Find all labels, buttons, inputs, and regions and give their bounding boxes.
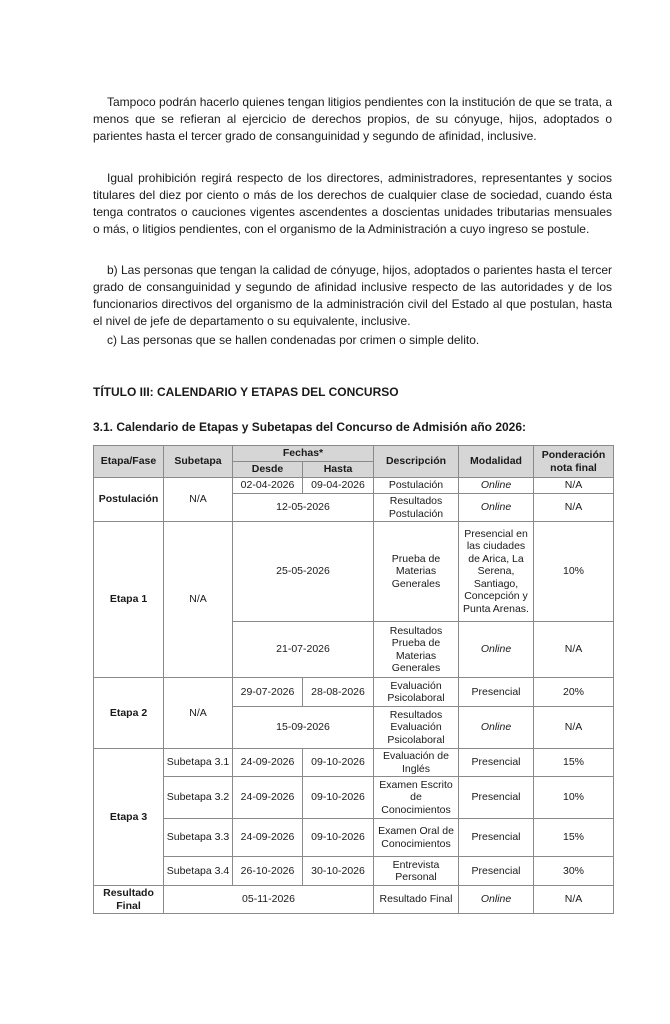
cell-ponderacion: N/A (534, 622, 614, 678)
paragraph-b: b) Las personas que tengan la calidad de cónyuge, hijos, adoptados o parientes hasta el tercer grado de consanguinidad y segundo de afinidad inclusive respecto de las autoridades y de los funcionarios directivos del organismo de la administración civil del Estado al que postulan, hasta el nivel de jefe de departamento o su equivalente, inclusive. (93, 263, 613, 328)
cell-descripcion: Resultados Postulación (374, 494, 459, 522)
cell-fecha: 25-05-2026 (233, 522, 374, 622)
cell-ponderacion: 15% (534, 749, 614, 777)
cell-modalidad: Online (459, 478, 534, 494)
cell-subetapa: Subetapa 3.3 (164, 819, 233, 857)
cell-modalidad: Presencial (459, 678, 534, 707)
cell-descripcion: Prueba de Materias Generales (374, 522, 459, 622)
cell-etapa: Postulación (94, 478, 164, 522)
cell-subetapa: Subetapa 3.1 (164, 749, 233, 777)
header-hasta: Hasta (303, 462, 374, 478)
paragraph-c: c) Las personas que se hallen condenadas por crimen o simple delito. (107, 333, 480, 347)
table-row (94, 678, 614, 707)
cell-desde: 26-10-2026 (233, 857, 303, 886)
cell-hasta: 28-08-2026 (303, 678, 374, 707)
cell-desde: 24-09-2026 (233, 777, 303, 819)
cell-descripcion: Resultados Prueba de Materias Generales (374, 622, 459, 678)
cell-desde: 29-07-2026 (233, 678, 303, 707)
cell-hasta: 30-10-2026 (303, 857, 374, 886)
cell-etapa: Etapa 3 (94, 749, 164, 886)
cell-etapa: Etapa 2 (94, 678, 164, 749)
cell-etapa: Etapa 1 (94, 522, 164, 678)
cell-ponderacion: 10% (534, 522, 614, 622)
cell-desde: 02-04-2026 (233, 478, 303, 494)
table-row (94, 857, 614, 886)
table-row (94, 522, 614, 622)
cell-modalidad: Presencial (459, 819, 534, 857)
cell-descripcion: Examen Escrito de Conocimientos (374, 777, 459, 819)
cell-descripcion: Entrevista Personal (374, 857, 459, 886)
table-row (94, 819, 614, 857)
cell-modalidad: Presencial (459, 749, 534, 777)
cell-modalidad: Online (459, 707, 534, 749)
cell-descripcion: Evaluación Psicolaboral (374, 678, 459, 707)
cell-descripcion: Examen Oral de Conocimientos (374, 819, 459, 857)
cell-descripcion: Resultado Final (374, 886, 459, 914)
paragraph-litigios: Tampoco podrán hacerlo quienes tengan litigios pendientes con la institución de que se trata, a menos que se refieran al ejercicio de derechos propios, de su cónyuge, hijos, adoptados o parientes hasta el tercer grado de consanguinidad y segundo de afinidad, inclusive. (93, 95, 613, 143)
cell-hasta: 09-04-2026 (303, 478, 374, 494)
cell-ponderacion: N/A (534, 886, 614, 914)
cell-fecha: 21-07-2026 (233, 622, 374, 678)
cell-modalidad: Online (459, 886, 534, 914)
cell-subetapa: Subetapa 3.2 (164, 777, 233, 819)
header-ponderacion: Ponderación nota final (534, 446, 614, 478)
header-descripcion: Descripción (374, 446, 459, 478)
section-title: TÍTULO III: CALENDARIO Y ETAPAS DEL CONCURSO (93, 385, 399, 399)
cell-descripcion: Evaluación de Inglés (374, 749, 459, 777)
cell-modalidad: Online (459, 494, 534, 522)
cell-modalidad: Presencial en las ciudades de Arica, La Serena, Santiago, Concepción y Punta Arenas. (459, 522, 534, 622)
header-modalidad: Modalidad (459, 446, 534, 478)
cell-ponderacion: 15% (534, 819, 614, 857)
cell-fecha: 05-11-2026 (164, 886, 374, 914)
section-subtitle: 3.1. Calendario de Etapas y Subetapas del Concurso de Admisión año 2026: (93, 420, 527, 434)
cell-descripcion: Resultados Evaluación Psicolaboral (374, 707, 459, 749)
header-fechas: Fechas* (233, 446, 374, 462)
cell-descripcion: Postulación (374, 478, 459, 494)
cell-ponderacion: N/A (534, 494, 614, 522)
cell-etapa: Resultado Final (94, 886, 164, 914)
calendar-table (93, 445, 614, 914)
cell-fecha: 15-09-2026 (233, 707, 374, 749)
table-row (94, 478, 614, 494)
cell-ponderacion: 20% (534, 678, 614, 707)
cell-ponderacion: 10% (534, 777, 614, 819)
cell-desde: 24-09-2026 (233, 819, 303, 857)
cell-ponderacion: 30% (534, 857, 614, 886)
paragraph-igual-prohibicion: Igual prohibición regirá respecto de los directores, administradores, representantes y socios titulares del diez por ciento o más de los derechos de cualquier clase de sociedad, cuando ésta tenga contratos o cauciones vigentes ascendentes a doscientas unidades tributarias mensuales o más, o litigios pendientes, con el organismo de la Administración a cuyo ingreso se postule. (93, 171, 612, 236)
cell-modalidad: Presencial (459, 777, 534, 819)
header-etapa: Etapa/Fase (94, 446, 164, 478)
cell-ponderacion: N/A (534, 478, 614, 494)
cell-fecha: 12-05-2026 (233, 494, 374, 522)
table-row (94, 749, 614, 777)
cell-subetapa: N/A (164, 478, 233, 522)
cell-hasta: 09-10-2026 (303, 777, 374, 819)
cell-modalidad: Presencial (459, 857, 534, 886)
cell-modalidad: Online (459, 622, 534, 678)
header-desde: Desde (233, 462, 303, 478)
cell-hasta: 09-10-2026 (303, 819, 374, 857)
table-row (94, 886, 614, 914)
table-row (94, 777, 614, 819)
cell-subetapa: N/A (164, 522, 233, 678)
cell-desde: 24-09-2026 (233, 749, 303, 777)
cell-subetapa: N/A (164, 678, 233, 749)
cell-hasta: 09-10-2026 (303, 749, 374, 777)
cell-subetapa: Subetapa 3.4 (164, 857, 233, 886)
header-subetapa: Subetapa (164, 446, 233, 478)
cell-ponderacion: N/A (534, 707, 614, 749)
